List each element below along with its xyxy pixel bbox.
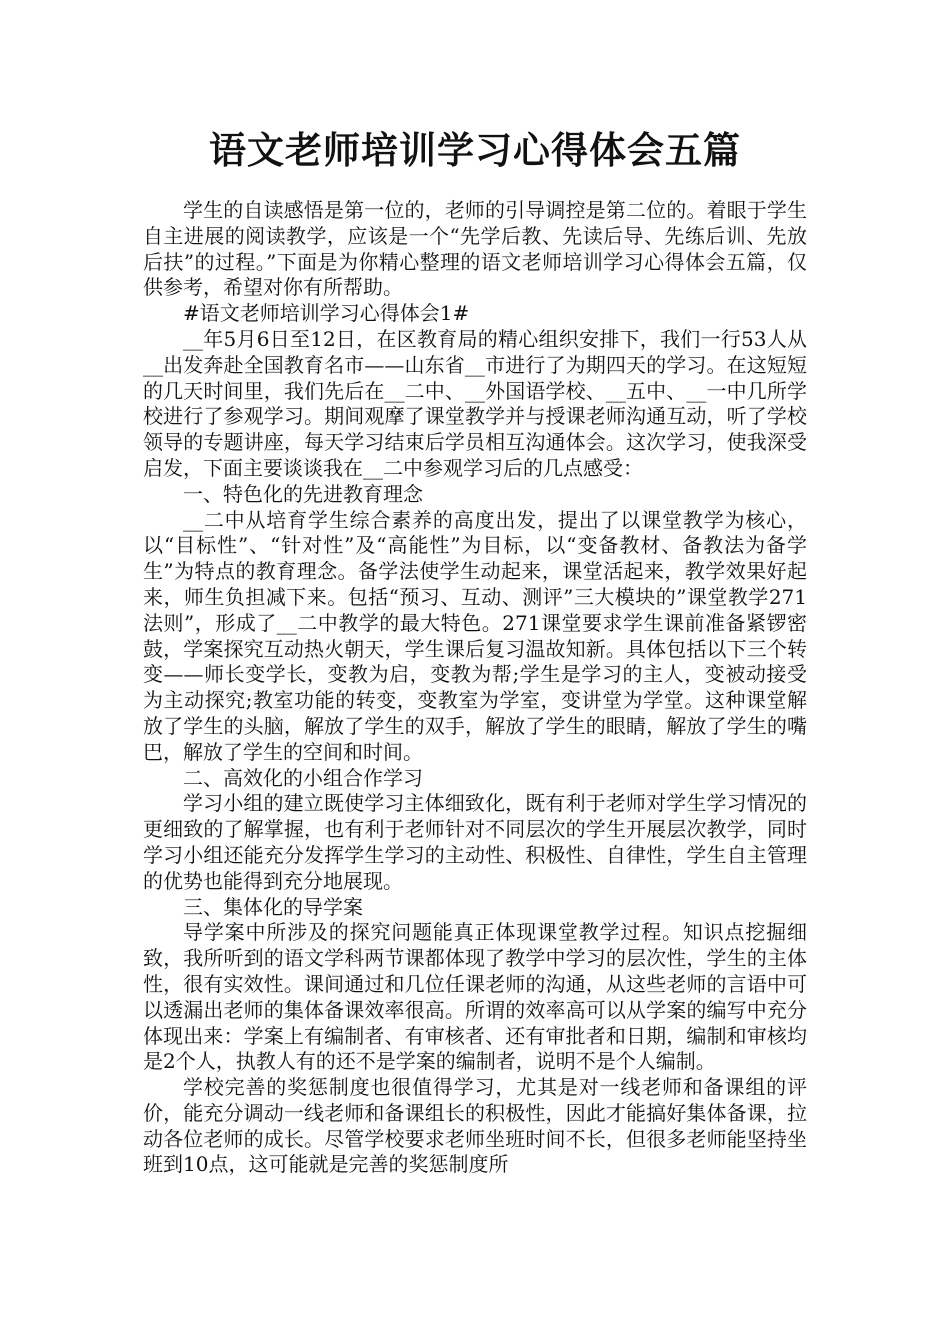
intro-paragraph: 学生的自读感悟是第一位的，老师的引导调控是第二位的。着眼于学生自主进展的阅读教学，应该是一个“先学后教、先读后导、先练后训、先放后扶”的过程。”下面是为你精心整理的语文老师培训学习心得体会五篇，仅供参考，希望对你有所帮助。 bbox=[143, 198, 807, 300]
document-page bbox=[143, 120, 807, 1178]
body-paragraph: __年5月6日至12日，在区教育局的精心组织安排下，我们一行53人从__出发奔赴全国教育名市——山东省__市进行了为期四天的学习。在这短短的几天时间里，我们先后在__二中、__外国语学校、__五中、__一中几所学校进行了参观学习。期间观摩了课堂教学并与授课老师沟通互动，听了学校领导的专题讲座，每天学习结束后学员相互沟通体会。这次学习，使我深受启发，下面主要谈谈我在__二中参观学习后的几点感受： bbox=[143, 326, 807, 480]
document-title: 语文老师培训学习心得体会五篇 bbox=[209, 128, 741, 172]
body-paragraph: 学习小组的建立既使学习主体细致化，既有利于老师对学生学习情况的更细致的了解掌握，也有利于老师针对不同层次的学生开展层次教学，同时学习小组还能充分发挥学生学习的主动性、积极性、自律性，学生自主管理的优势也能得到充分地展现。 bbox=[143, 791, 807, 893]
section-marker: #语文老师培训学习心得体会1# bbox=[183, 301, 470, 326]
body-paragraph: 学校完善的奖惩制度也很值得学习，尤其是对一线老师和备课组的评价，能充分调动一线老师和备课组长的积极性，因此才能搞好集体备课，拉动各位老师的成长。尽管学校要求老师坐班时间不长，但很多老师能坚持坐班到10点，这可能就是完善的奖惩制度所 bbox=[143, 1075, 807, 1177]
section-heading: 三、集体化的导学案 bbox=[183, 894, 363, 919]
body-paragraph: 导学案中所涉及的探究问题能真正体现课堂教学过程。知识点挖掘细致，我所听到的语文学科两节课都体现了教学中学习的层次性，学生的主体性，很有实效性。课间通过和几位任课老师的沟通，从这些老师的言语中可以透漏出老师的集体备课效率很高。所谓的效率高可以从学案的编写中充分体现出来：学案上有编制者、有审核者、还有审批者和日期，编制和审核均是2个人，执教人有的还不是学案的编制者，说明不是个人编制。 bbox=[143, 920, 807, 1074]
body-paragraph: __二中从培育学生综合素养的高度出发，提出了以课堂教学为核心，以“目标性”、“针对性”及“高能性”为目标，以“变备教材、备教法为备学生”为特点的教育理念。备学法使学生动起来，课堂活起来，教学效果好起来，师生负担减下来。包括“预习、互动、测评”三大模块的”课堂教学271法则”，形成了__二中教学的最大特色。271课堂要求学生课前准备紧锣密鼓，学案探究互动热火朝天，学生课后复习温故知新。具体包括以下三个转变——师长变学长，变教为启，变教为帮;学生是学习的主人，变被动接受为主动探究;教室功能的转变，变教室为学室，变讲堂为学堂。这种课堂解放了学生的头脑，解放了学生的双手，解放了学生的眼睛，解放了学生的嘴巴，解放了学生的空间和时间。 bbox=[143, 507, 807, 764]
section-heading: 二、高效化的小组合作学习 bbox=[183, 765, 423, 790]
section-heading: 一、特色化的先进教育理念 bbox=[183, 481, 423, 506]
document-body bbox=[143, 198, 807, 1178]
